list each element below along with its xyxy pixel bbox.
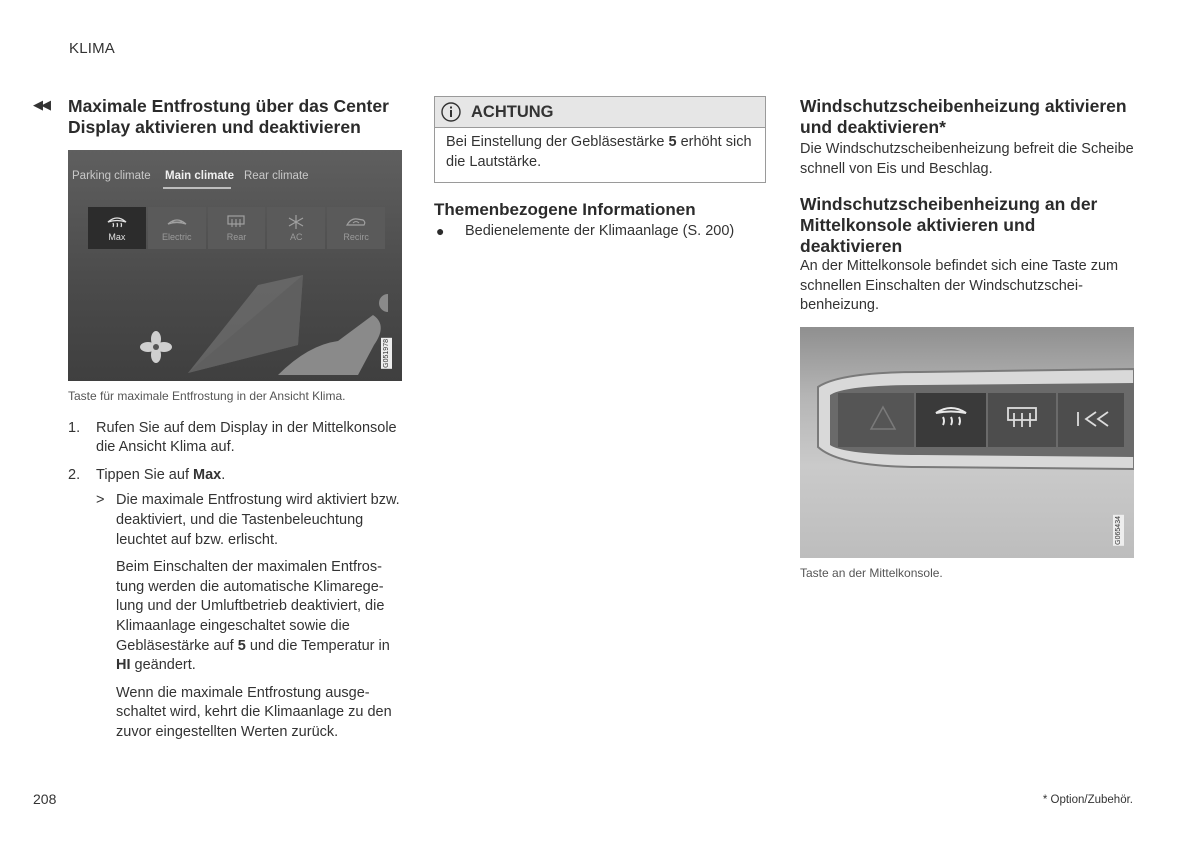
tab-parking-climate: Parking climate <box>72 170 151 182</box>
screen-caption: Taste für maximale Entfrostung in der Ansicht Klima. <box>68 389 346 403</box>
double-left-arrow-icon[interactable]: ◀◀ <box>33 97 49 112</box>
max-defrost-button <box>88 207 146 249</box>
option-note: * Option/Zubehör. <box>1042 794 1133 806</box>
rear-defrost-icon <box>225 215 247 229</box>
section-title: KLIMA <box>69 40 116 57</box>
console-button-photo <box>800 327 1134 558</box>
related-item-link[interactable]: Bedienelemente der Klimaanlage (S. 200) <box>465 223 735 240</box>
warning-header <box>435 97 765 128</box>
max-defrost-heading: Maximale Entfrostung über das Center Display aktivieren und deaktivieren <box>68 96 389 137</box>
bullet-icon: ● <box>436 223 445 240</box>
step-1 <box>68 419 400 458</box>
photo-code: G065434 <box>1115 516 1122 545</box>
climate-button-row <box>88 207 385 249</box>
recirc-icon <box>345 215 367 229</box>
active-tab-indicator <box>163 187 231 189</box>
result-text: Die maximale Entfrostung wird aktiviert bzw. deaktiviert, und die Tastenbeleuchtung leuchtet auf bzw. erlischt. <box>116 492 400 548</box>
column-windshield-heating <box>800 96 1134 584</box>
photo-caption: Taste an der Mittelkonsole. <box>800 565 943 580</box>
climate-screen-image <box>68 150 402 381</box>
warning-title: ACHTUNG <box>471 102 554 121</box>
step-2-result <box>68 491 400 550</box>
ac-icon <box>285 215 307 229</box>
fan-icon <box>140 331 172 363</box>
max-defrost-on-paragraph: Beim Einschalten der maximalen Entfrostung werden die automatische Klimaregelung und der Umluftbetrieb deaktiviert, die Klimaanlage eingeschaltet sowie die Gebläsestärke auf 5 und die Temperatur in HI geändert. <box>116 559 390 674</box>
ac-label: AC <box>290 231 303 242</box>
step-2 <box>68 466 400 486</box>
max-label: Max <box>108 231 126 242</box>
step-1-text: Rufen Sie auf dem Display in der Mittelkonsole die Ansicht Klima auf. <box>96 419 397 456</box>
step-1-number: 1. <box>68 419 81 436</box>
step-2-text: Tippen Sie auf Max. <box>96 466 226 483</box>
warning-body <box>435 128 765 182</box>
seat-airflow-graphic <box>178 275 388 381</box>
related-item[interactable] <box>434 222 766 242</box>
step-2-number: 2. <box>68 466 81 483</box>
tab-rear-climate: Rear climate <box>244 170 309 182</box>
max-defrost-off-paragraph: Wenn die maximale Entfrostung ausgeschaltet wird, kehrt die Klimaanlage zu den zuvor eingestellten Werten zurück. <box>116 684 392 740</box>
related-info-heading: Themenbezogene Informationen <box>434 200 696 220</box>
recirc-label: Recirc <box>343 231 369 242</box>
column-warning <box>434 96 766 242</box>
console-sub-heading: Windschutzscheibenheizung an der Mittelkonsole aktivieren und deaktivieren <box>800 194 1098 257</box>
electric-defrost-button <box>148 207 206 249</box>
rear-label: Rear <box>226 231 247 242</box>
page-number: 208 <box>33 791 57 807</box>
electric-label: Electric <box>161 231 192 242</box>
console-text: An der Mittelkonsole befindet sich eine Taste zum schnellen Einschalten der Windschutzscheibenheizung. <box>800 258 1119 314</box>
recirc-button <box>327 207 385 249</box>
windshield-intro: Die Windschutzscheibenheizung befreit die Scheibe schnell von Eis und Beschlag. <box>800 141 1134 177</box>
console-buttons-graphic <box>800 327 1134 558</box>
warning-box <box>434 96 766 183</box>
rear-defrost-button <box>208 207 266 249</box>
max-keyword: Max <box>193 466 222 483</box>
image-code: G051978 <box>383 339 390 368</box>
ac-button <box>267 207 325 249</box>
column-max-defrost <box>68 96 400 743</box>
tab-main-climate: Main climate <box>165 170 235 182</box>
warning-text: Bei Einstellung der Gebläsestärke 5 erhöht sich die Lautstärke. <box>446 134 752 170</box>
defrost-max-icon <box>106 215 128 229</box>
info-icon <box>441 102 461 122</box>
electric-defrost-icon <box>166 215 188 229</box>
result-marker: > <box>96 492 105 509</box>
steps-list <box>68 419 400 486</box>
windshield-heading: Windschutzscheibenheizung aktivieren und deaktivieren* <box>800 96 1127 137</box>
